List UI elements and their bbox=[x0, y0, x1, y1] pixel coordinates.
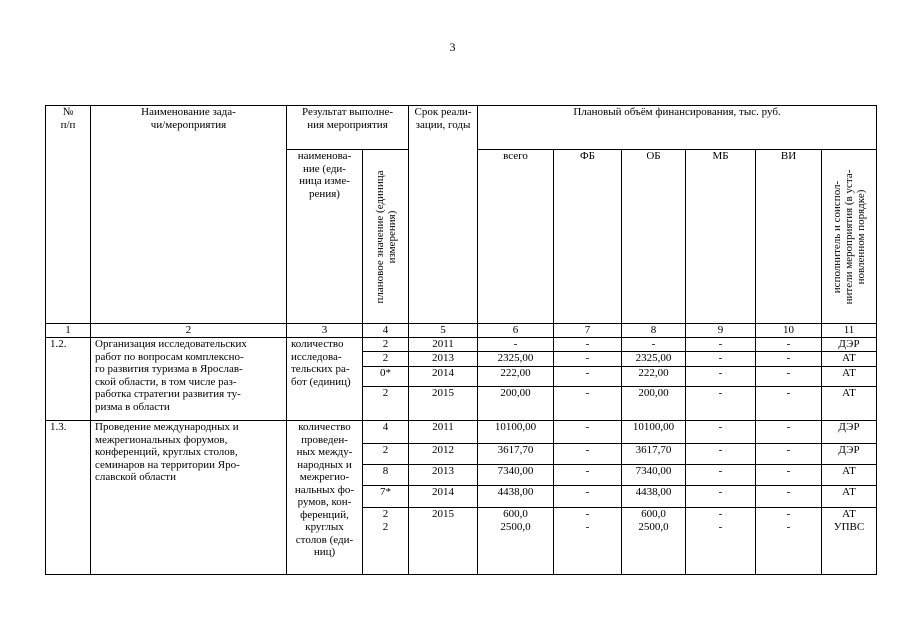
cell-ob: 2325,00 bbox=[622, 352, 686, 367]
cell-exec: ДЭР bbox=[822, 338, 877, 352]
cell-total: 200,00 bbox=[478, 387, 554, 421]
cell-year: 2015 bbox=[409, 387, 478, 421]
cell-mb: - bbox=[686, 352, 756, 367]
header-mb: МБ bbox=[686, 150, 756, 324]
section-name: Организация исследовательских работ по вопросам комплексно- го развития туризма в Ярослав- ской области, в том числе раз- работка стратегии развития ту- ризма в области bbox=[91, 338, 287, 421]
cell-vi: - bbox=[756, 486, 822, 508]
header-fb: ФБ bbox=[554, 150, 622, 324]
cell-exec: АТ bbox=[822, 352, 877, 367]
section-num: 1.3. bbox=[46, 421, 91, 575]
cell-year: 2015 bbox=[409, 508, 478, 575]
cell-mb: - bbox=[686, 444, 756, 465]
cell-vi: - bbox=[756, 352, 822, 367]
cell-vi: - bbox=[756, 387, 822, 421]
col-number: 6 bbox=[478, 324, 554, 338]
header-executor: исполнитель и соиспол- нители мероприятия (в уста- новленном порядке) bbox=[822, 150, 877, 324]
cell-year: 2011 bbox=[409, 338, 478, 352]
cell-ob: 200,00 bbox=[622, 387, 686, 421]
col-number: 5 bbox=[409, 324, 478, 338]
header-num: № п/п bbox=[46, 106, 91, 324]
page-number: 3 bbox=[449, 40, 456, 54]
cell-total: 4438,00 bbox=[478, 486, 554, 508]
column-number-row bbox=[46, 324, 877, 338]
header-term: Срок реали- зации, годы bbox=[409, 106, 478, 324]
header-total: всего bbox=[478, 150, 554, 324]
header-vi: ВИ bbox=[756, 150, 822, 324]
cell-value: 2 bbox=[363, 444, 409, 465]
cell-fb: - bbox=[554, 387, 622, 421]
cell-total: 3617,70 bbox=[478, 444, 554, 465]
cell-mb: - bbox=[686, 367, 756, 387]
cell-exec: АТ bbox=[822, 465, 877, 486]
cell-value: 2 bbox=[363, 338, 409, 352]
cell-value: 2 bbox=[363, 352, 409, 367]
table-row bbox=[46, 338, 877, 352]
cell-total: 10100,00 bbox=[478, 421, 554, 444]
cell-year: 2013 bbox=[409, 465, 478, 486]
cell-total: 2325,00 bbox=[478, 352, 554, 367]
cell-ob: 600,0 2500,0 bbox=[622, 508, 686, 575]
cell-ob: 7340,00 bbox=[622, 465, 686, 486]
col-number: 11 bbox=[822, 324, 877, 338]
cell-ob: 3617,70 bbox=[622, 444, 686, 465]
table-row bbox=[46, 421, 877, 444]
col-number: 3 bbox=[287, 324, 363, 338]
cell-exec: АТ bbox=[822, 387, 877, 421]
cell-fb: - bbox=[554, 486, 622, 508]
cell-year: 2011 bbox=[409, 421, 478, 444]
col-number: 8 bbox=[622, 324, 686, 338]
cell-fb: - bbox=[554, 367, 622, 387]
col-number: 10 bbox=[756, 324, 822, 338]
col-number: 7 bbox=[554, 324, 622, 338]
cell-value: 8 bbox=[363, 465, 409, 486]
cell-ob: 4438,00 bbox=[622, 486, 686, 508]
cell-total: - bbox=[478, 338, 554, 352]
cell-value: 2 bbox=[363, 387, 409, 421]
col-number: 2 bbox=[91, 324, 287, 338]
cell-vi: - - bbox=[756, 508, 822, 575]
cell-ob: - bbox=[622, 338, 686, 352]
header-financing: Плановый объём финансирования, тыс. руб. bbox=[478, 106, 877, 150]
cell-exec: АТ bbox=[822, 367, 877, 387]
cell-mb: - bbox=[686, 421, 756, 444]
cell-ob: 222,00 bbox=[622, 367, 686, 387]
cell-value: 4 bbox=[363, 421, 409, 444]
section-name: Проведение международных и межрегиональных форумов, конференций, круглых столов, семинаров на территории Яро- славской области bbox=[91, 421, 287, 575]
cell-mb: - bbox=[686, 465, 756, 486]
cell-value: 0* bbox=[363, 367, 409, 387]
cell-fb: - bbox=[554, 338, 622, 352]
section-num: 1.2. bbox=[46, 338, 91, 421]
header-name: Наименование зада- чи/мероприятия bbox=[91, 106, 287, 324]
section-result-name: количество исследова- тельских ра- бот (единиц) bbox=[287, 338, 363, 421]
cell-vi: - bbox=[756, 465, 822, 486]
cell-fb: - bbox=[554, 465, 622, 486]
financing-table bbox=[45, 105, 877, 575]
cell-vi: - bbox=[756, 338, 822, 352]
cell-exec: АТ УПВС bbox=[822, 508, 877, 575]
col-number: 1 bbox=[46, 324, 91, 338]
header-ob: ОБ bbox=[622, 150, 686, 324]
col-number: 4 bbox=[363, 324, 409, 338]
section-result-name: количество проведен- ных между- народных и межрегио- нальных фо- румов, кон- ференций, круглых столов (еди- ниц) bbox=[287, 421, 363, 575]
cell-exec: АТ bbox=[822, 486, 877, 508]
cell-mb: - bbox=[686, 338, 756, 352]
cell-vi: - bbox=[756, 421, 822, 444]
cell-year: 2013 bbox=[409, 352, 478, 367]
cell-ob: 10100,00 bbox=[622, 421, 686, 444]
cell-year: 2014 bbox=[409, 367, 478, 387]
header-result-name: наименова- ние (еди- ница изме- рения) bbox=[287, 150, 363, 324]
cell-fb: - - bbox=[554, 508, 622, 575]
cell-total: 222,00 bbox=[478, 367, 554, 387]
cell-value: 2 2 bbox=[363, 508, 409, 575]
header-row-1 bbox=[46, 106, 877, 150]
cell-vi: - bbox=[756, 444, 822, 465]
cell-exec: ДЭР bbox=[822, 421, 877, 444]
header-result-value: плановое значение (единица измерения) bbox=[363, 150, 409, 324]
cell-year: 2012 bbox=[409, 444, 478, 465]
cell-value: 7* bbox=[363, 486, 409, 508]
cell-fb: - bbox=[554, 352, 622, 367]
cell-mb: - bbox=[686, 486, 756, 508]
cell-mb: - - bbox=[686, 508, 756, 575]
cell-vi: - bbox=[756, 367, 822, 387]
cell-mb: - bbox=[686, 387, 756, 421]
cell-total: 600,0 2500,0 bbox=[478, 508, 554, 575]
cell-exec: ДЭР bbox=[822, 444, 877, 465]
cell-fb: - bbox=[554, 421, 622, 444]
header-result: Результат выполне- ния мероприятия bbox=[287, 106, 409, 150]
cell-fb: - bbox=[554, 444, 622, 465]
col-number: 9 bbox=[686, 324, 756, 338]
cell-total: 7340,00 bbox=[478, 465, 554, 486]
cell-year: 2014 bbox=[409, 486, 478, 508]
